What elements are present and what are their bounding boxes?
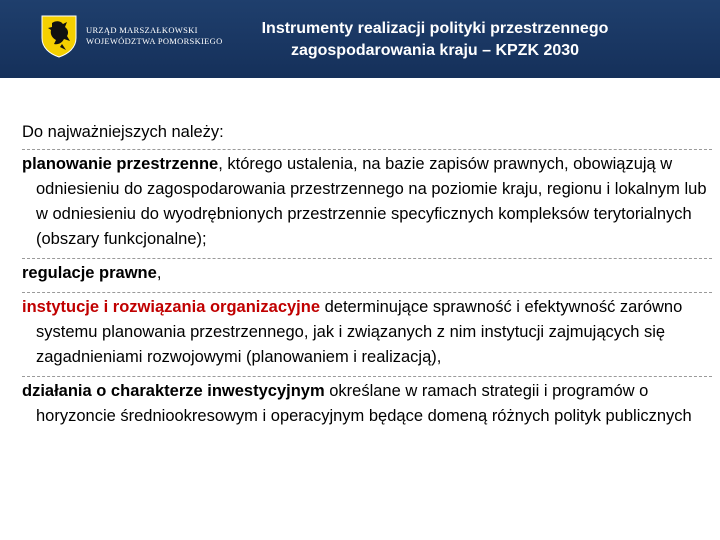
logo[interactable]	[40, 14, 223, 58]
list-item	[22, 258, 712, 286]
list-item	[22, 292, 712, 370]
header-bar	[0, 0, 720, 78]
title-line-1: Instrumenty realizacji polityki przestrzennego	[261, 20, 609, 37]
intro-text: Do najważniejszych należy:	[22, 123, 224, 141]
item-text: , którego ustalenia, na bazie zapisów prawnych, obowiązują w odniesieniu do zagospodarowania przestrzennego na poziomie kraju, regionu i lokalnym lub w odniesieniu do wyodrębnionych przestrzennie specyficznych kompleksów terytorialnych (obszary funkcjonalne);	[36, 155, 707, 248]
list-item	[22, 149, 712, 252]
slide-title	[200, 18, 670, 62]
item-keyword: instytucje i rozwiązania organizacyjne	[22, 298, 321, 316]
logo-line-2: WOJEWÓDZTWA POMORSKIEGO	[86, 36, 223, 46]
griffin-crest-icon	[40, 14, 78, 58]
list-item	[22, 376, 712, 429]
item-keyword: regulacje prawne	[22, 264, 157, 282]
item-keyword: działania o charakterze inwestycyjnym	[22, 382, 325, 400]
item-keyword: planowanie przestrzenne	[22, 155, 219, 173]
item-text: ,	[156, 264, 162, 282]
title-line-2: zagospodarowania kraju – KPZK 2030	[290, 42, 580, 59]
item-text: określane w ramach strategii i programów o horyzoncie średniookresowym i operacyjnym będące domeną różnych polityk publicznych	[36, 382, 692, 425]
item-text: determinujące sprawność i efektywność zarówno systemu planowania przestrzennego, jak i związanych z nim instytucji zajmujących się zagadnieniami rozwojowymi (planowaniem i realizacją),	[36, 298, 683, 366]
slide-body	[22, 120, 712, 435]
logo-line-1: URZĄD MARSZAŁKOWSKI	[86, 25, 198, 35]
